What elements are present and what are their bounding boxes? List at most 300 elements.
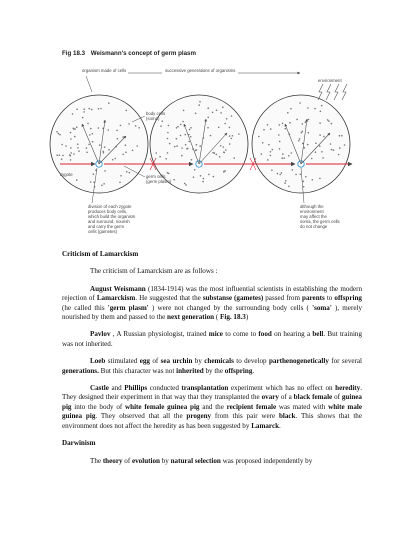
text-run: egg bbox=[139, 357, 150, 366]
text-run: next generation bbox=[167, 313, 215, 322]
body-cell-dot bbox=[180, 135, 182, 137]
text-run: 'germ plasm' bbox=[107, 303, 149, 312]
text-run: substanse (gametes) bbox=[202, 294, 264, 303]
body-cell-dot bbox=[176, 127, 178, 129]
body-cell-dot bbox=[263, 129, 265, 131]
body-cell-dot bbox=[62, 155, 64, 157]
organism-circle-1 bbox=[50, 95, 148, 193]
body-cell-dot bbox=[277, 173, 279, 175]
body-cell-dot bbox=[87, 123, 89, 125]
text-run: Lamarckism bbox=[96, 294, 136, 303]
body-cell-dot bbox=[305, 176, 307, 178]
body-cell-dot bbox=[308, 132, 310, 134]
body-cell-dot bbox=[338, 154, 340, 156]
body-cell-dot bbox=[222, 106, 224, 108]
text-run: parents bbox=[302, 294, 325, 303]
body-cell-dot bbox=[331, 149, 333, 151]
body-cell-dot bbox=[92, 133, 94, 135]
body-cell-dot bbox=[258, 136, 260, 138]
body-cell-dot bbox=[281, 172, 283, 174]
body-cell-dot bbox=[226, 118, 228, 120]
caption-environment: environment bbox=[318, 78, 342, 83]
text-run: for several bbox=[328, 357, 362, 366]
figure-title-text: Weismann's concept of germ plasm bbox=[90, 50, 196, 57]
text-run: of bbox=[122, 456, 132, 465]
body-cell-dot bbox=[328, 120, 330, 122]
body-cell-dot bbox=[296, 119, 298, 121]
text-run: . bbox=[252, 366, 255, 375]
text-run: ovary bbox=[261, 393, 279, 402]
body-cell-dot bbox=[185, 184, 187, 186]
text-run: . He suggested that the bbox=[135, 294, 203, 303]
body-cell-dot bbox=[302, 143, 304, 145]
body-cell-dot bbox=[303, 186, 305, 188]
body-cell-dot bbox=[189, 129, 191, 131]
text-run: 'soma' bbox=[312, 303, 332, 312]
text-run: passed from bbox=[263, 294, 303, 303]
text-run: ), merely nourished by them and passed to the bbox=[62, 303, 362, 322]
text-run: ) bbox=[245, 313, 249, 322]
body-cell-dot bbox=[207, 107, 209, 109]
body-cell-dot bbox=[225, 149, 227, 151]
body-cell-dot bbox=[167, 152, 169, 154]
body-cell-dot bbox=[212, 152, 214, 154]
body-cell-dot bbox=[135, 125, 137, 127]
text-run: from this pair were bbox=[211, 412, 279, 421]
body-cell-dot bbox=[83, 108, 85, 110]
body-cell-dot bbox=[270, 128, 272, 130]
body-cell-dot bbox=[216, 154, 218, 156]
body-cell-dot bbox=[72, 113, 74, 115]
body-cell-dot bbox=[271, 169, 273, 171]
body-cell-dot bbox=[100, 108, 102, 110]
germ-plasm-diagram bbox=[0, 0, 420, 250]
body-cell-dot bbox=[261, 153, 263, 155]
body-cell-dot bbox=[101, 185, 103, 187]
body-cell-dot bbox=[185, 134, 187, 136]
body-cell-dot bbox=[70, 152, 72, 154]
body-cell-dot bbox=[125, 144, 127, 146]
body-cell-dot bbox=[202, 181, 204, 183]
text-run: of bbox=[149, 357, 161, 366]
body-cell-dot bbox=[223, 146, 225, 148]
text-run: by bbox=[159, 456, 171, 465]
body-cell-dot bbox=[120, 125, 122, 127]
body-cell-dot bbox=[98, 108, 100, 110]
body-cell-dot bbox=[125, 152, 127, 154]
body-cell-dot bbox=[103, 183, 105, 185]
body-cell-dot bbox=[102, 151, 104, 153]
body-cell-dot bbox=[181, 155, 183, 157]
body-cell-dot bbox=[184, 183, 186, 185]
body-cell-dot bbox=[267, 124, 269, 126]
body-cell-dot bbox=[76, 126, 78, 128]
body-cell-dot bbox=[185, 144, 187, 146]
text-run: . bbox=[279, 421, 281, 430]
paragraph-castle bbox=[62, 384, 362, 431]
paragraph-loeb bbox=[62, 357, 362, 376]
text-run: was proposed independently by bbox=[220, 456, 313, 465]
body-cell-dot bbox=[285, 128, 287, 130]
svg-text:do not change: do not change bbox=[300, 224, 328, 229]
svg-text:which build the organism: which build the organism bbox=[88, 214, 136, 219]
body-cell-dot bbox=[126, 110, 128, 112]
body-cell-dot bbox=[229, 135, 231, 137]
body-cell-dot bbox=[224, 123, 226, 125]
text-run: food bbox=[258, 330, 272, 339]
text-run: bell bbox=[312, 330, 324, 339]
body-cell-dot bbox=[270, 155, 272, 157]
text-run: . This shows that the environment does not affect the heredity as has been suggested by bbox=[62, 412, 362, 430]
body-cell-dot bbox=[70, 138, 72, 140]
body-cell-dot bbox=[195, 113, 197, 115]
text-run: white female guinea pig bbox=[125, 402, 200, 411]
body-cell-dot bbox=[70, 155, 72, 157]
text-run: natural selection bbox=[170, 456, 221, 465]
body-cell-dot bbox=[193, 176, 195, 178]
body-cell-dot bbox=[119, 182, 121, 184]
body-cell-dot bbox=[173, 179, 175, 181]
text-run: of a bbox=[278, 393, 294, 402]
body-cell-dot bbox=[88, 108, 90, 110]
caption-generations: successive generations of organisms bbox=[165, 68, 236, 73]
body-cell-dot bbox=[59, 134, 61, 136]
text-run: , A Russian physiologist, trained bbox=[110, 330, 209, 339]
body-cell-dot bbox=[232, 135, 234, 137]
svg-text:and surround, nourish: and surround, nourish bbox=[88, 219, 130, 224]
text-run: conducted bbox=[147, 384, 182, 393]
body-text bbox=[62, 250, 362, 466]
text-run: ( bbox=[214, 313, 221, 322]
caption-germ-plasm: (germ plasm) bbox=[146, 179, 172, 184]
body-cell-dot bbox=[311, 158, 313, 160]
body-cell-dot bbox=[223, 171, 225, 173]
body-cell-dot bbox=[138, 127, 140, 129]
text-run: and the bbox=[199, 402, 227, 411]
body-cell-dot bbox=[183, 110, 185, 112]
body-cell-dot bbox=[167, 132, 169, 134]
body-cell-dot bbox=[120, 175, 122, 177]
text-run: to come to bbox=[222, 330, 259, 339]
text-run: . But training was not inherited. bbox=[62, 330, 363, 348]
body-cell-dot bbox=[99, 144, 101, 146]
body-cell-dot bbox=[302, 123, 304, 125]
text-run: theory bbox=[102, 456, 123, 465]
body-cell-dot bbox=[117, 138, 119, 140]
body-cell-dot bbox=[279, 148, 281, 150]
text-run: Fig. 18.3 bbox=[220, 313, 246, 322]
body-cell-dot bbox=[319, 145, 321, 147]
body-cell-dot bbox=[322, 157, 324, 159]
body-cell-dot bbox=[272, 149, 274, 151]
body-cell-dot bbox=[177, 126, 179, 128]
body-cell-dot bbox=[165, 158, 167, 160]
body-cell-dot bbox=[303, 181, 305, 183]
body-cell-dot bbox=[108, 149, 110, 151]
body-cell-dot bbox=[339, 135, 341, 137]
body-cell-dot bbox=[331, 123, 333, 125]
text-run: and bbox=[108, 384, 125, 393]
body-cell-dot bbox=[155, 152, 157, 154]
text-run: experiment which has no effect on bbox=[228, 384, 336, 393]
svg-text:may affect the: may affect the bbox=[300, 214, 327, 219]
svg-text:cells (gametes): cells (gametes) bbox=[88, 229, 118, 234]
text-run: generations. bbox=[62, 366, 99, 375]
body-cell-dot bbox=[207, 117, 209, 119]
body-cell-dot bbox=[182, 121, 184, 123]
text-run: was mated with bbox=[276, 402, 329, 411]
body-cell-dot bbox=[190, 136, 192, 138]
body-cell-dot bbox=[162, 120, 164, 122]
body-cell-dot bbox=[89, 134, 91, 136]
text-run: Pavlov bbox=[90, 330, 111, 339]
organism-circle-3 bbox=[252, 95, 350, 193]
body-cell-dot bbox=[213, 176, 215, 178]
body-cell-dot bbox=[70, 132, 72, 134]
body-cell-dot bbox=[73, 153, 75, 155]
body-cell-dot bbox=[59, 154, 61, 156]
body-cell-dot bbox=[323, 136, 325, 138]
body-cell-dot bbox=[231, 115, 233, 117]
body-cell-dot bbox=[288, 155, 290, 157]
body-cell-dot bbox=[305, 121, 307, 123]
body-cell-dot bbox=[83, 111, 85, 113]
body-cell-dot bbox=[200, 175, 202, 177]
body-cell-dot bbox=[104, 170, 106, 172]
text-run: progeny bbox=[186, 412, 212, 421]
text-run: into the body of bbox=[71, 402, 126, 411]
body-cell-dot bbox=[186, 148, 188, 150]
body-cell-dot bbox=[223, 151, 225, 153]
svg-text:produces body cells,: produces body cells, bbox=[88, 209, 128, 214]
body-cell-dot bbox=[180, 124, 182, 126]
body-cell-dot bbox=[90, 128, 92, 130]
caption-germ-cells: germ cells bbox=[146, 174, 166, 179]
body-cell-dot bbox=[233, 157, 235, 159]
text-run: ) were not changed by the surrounding body cells ( bbox=[148, 303, 313, 312]
body-cell-dot bbox=[56, 131, 58, 133]
body-cell-dot bbox=[174, 146, 176, 148]
svg-text:soma, the germ cells: soma, the germ cells bbox=[300, 219, 340, 224]
body-cell-dot bbox=[82, 117, 84, 119]
text-run: But this character was not bbox=[98, 366, 177, 375]
body-cell-dot bbox=[289, 122, 291, 124]
paragraph-weismann bbox=[62, 285, 362, 323]
body-cell-dot bbox=[267, 159, 269, 161]
body-cell-dot bbox=[319, 178, 321, 180]
body-cell-dot bbox=[98, 127, 100, 129]
body-cell-dot bbox=[195, 150, 197, 152]
paragraph-darwin bbox=[62, 457, 362, 466]
body-cell-dot bbox=[262, 142, 264, 144]
text-run: August Weismann bbox=[90, 284, 146, 293]
text-run: The bbox=[90, 456, 103, 465]
body-cell-dot bbox=[298, 140, 300, 142]
body-cell-dot bbox=[136, 145, 138, 147]
text-run: (he called this bbox=[62, 303, 108, 312]
text-run: guinea pig bbox=[62, 393, 362, 411]
body-cell-dot bbox=[176, 138, 178, 140]
body-cell-dot bbox=[278, 134, 280, 136]
svg-text:division of each zygote: division of each zygote bbox=[88, 204, 132, 209]
body-cell-dot bbox=[304, 147, 306, 149]
body-cell-dot bbox=[167, 138, 169, 140]
body-cell-dot bbox=[216, 110, 218, 112]
text-run: mice bbox=[208, 330, 223, 339]
body-cell-dot bbox=[339, 147, 341, 149]
body-cell-dot bbox=[279, 174, 281, 176]
body-cell-dot bbox=[312, 179, 314, 181]
body-cell-dot bbox=[168, 125, 170, 127]
body-cell-dot bbox=[321, 151, 323, 153]
body-cell-dot bbox=[327, 119, 329, 121]
body-cell-dot bbox=[288, 186, 290, 188]
body-cell-dot bbox=[302, 131, 304, 133]
body-cell-dot bbox=[218, 127, 220, 129]
body-cell-dot bbox=[169, 143, 171, 145]
body-cell-dot bbox=[61, 144, 63, 146]
body-cell-dot bbox=[231, 138, 233, 140]
paragraph-intro: The criticism of Lamarckism are as follows : bbox=[90, 267, 218, 276]
body-cell-dot bbox=[199, 101, 201, 103]
text-run: offspring bbox=[224, 366, 253, 375]
body-cell-dot bbox=[207, 127, 209, 129]
body-cell-dot bbox=[321, 105, 323, 107]
body-cell-dot bbox=[176, 145, 178, 147]
body-cell-dot bbox=[308, 119, 310, 121]
body-cell-dot bbox=[238, 133, 240, 135]
body-cell-dot bbox=[90, 181, 92, 183]
body-cell-dot bbox=[279, 124, 281, 126]
text-run: Loeb bbox=[90, 357, 106, 366]
body-cell-dot bbox=[212, 112, 214, 114]
text-run: to bbox=[324, 294, 335, 303]
body-cell-dot bbox=[70, 147, 72, 149]
body-cell-dot bbox=[330, 143, 332, 145]
text-run: (1834-1914) was the most influential scientists in establishing the modern rejection of bbox=[62, 284, 362, 303]
figure-label: Fig 18.3 bbox=[62, 50, 86, 57]
environment-icon bbox=[318, 84, 347, 100]
svg-text:environment: environment bbox=[300, 209, 324, 214]
text-run: parthenogenetically bbox=[268, 357, 329, 366]
text-run: inherited bbox=[176, 366, 204, 375]
text-run: offspring bbox=[334, 294, 362, 303]
caption-although bbox=[300, 204, 340, 229]
body-cell-dot bbox=[281, 157, 283, 159]
body-cell-dot bbox=[291, 152, 293, 154]
text-run: to develop bbox=[233, 357, 269, 366]
body-cell-dot bbox=[78, 150, 80, 152]
body-cell-dot bbox=[344, 144, 346, 146]
body-cell-dot bbox=[126, 171, 128, 173]
body-cell-dot bbox=[219, 156, 221, 158]
body-cell-dot bbox=[129, 172, 131, 174]
text-run: of bbox=[332, 393, 342, 402]
body-cell-dot bbox=[285, 180, 287, 182]
text-run: black bbox=[278, 412, 296, 421]
body-cell-dot bbox=[112, 159, 114, 161]
body-cell-dot bbox=[292, 169, 294, 171]
body-cell-dot bbox=[76, 179, 78, 181]
body-cell-dot bbox=[198, 104, 200, 106]
organism-pointer bbox=[86, 76, 92, 92]
body-cell-dot bbox=[122, 154, 124, 156]
body-cell-dot bbox=[268, 144, 270, 146]
body-cell-dot bbox=[73, 128, 75, 130]
text-run: Lamarck bbox=[251, 421, 280, 430]
body-cell-dot bbox=[282, 123, 284, 125]
body-cell-dot bbox=[319, 134, 321, 136]
body-cell-dot bbox=[282, 153, 284, 155]
text-run: white male guinea pig bbox=[62, 402, 362, 421]
body-cell-dot bbox=[92, 141, 94, 143]
body-cell-dot bbox=[88, 144, 90, 146]
body-cell-dot bbox=[279, 141, 281, 143]
body-cell-dot bbox=[159, 156, 161, 158]
text-run: black female bbox=[293, 393, 333, 402]
text-run: transplantation bbox=[181, 384, 229, 393]
body-cell-dot bbox=[104, 146, 106, 148]
body-cell-dot bbox=[315, 142, 317, 144]
text-run: . They observed that all the bbox=[95, 412, 187, 421]
body-cell-dot bbox=[220, 145, 222, 147]
body-cell-dot bbox=[188, 141, 190, 143]
text-run: by the bbox=[203, 366, 225, 375]
body-cell-dot bbox=[320, 111, 322, 113]
body-cell-dot bbox=[70, 159, 72, 161]
heading-darwinism: Darwinism bbox=[62, 439, 96, 448]
body-cell-dot bbox=[307, 144, 309, 146]
body-cell-dot bbox=[103, 152, 105, 154]
body-cell-dot bbox=[295, 174, 297, 176]
text-run: evolution bbox=[131, 456, 160, 465]
body-cell-dot bbox=[333, 149, 335, 151]
body-cell-dot bbox=[299, 102, 301, 104]
body-cell-dot bbox=[116, 130, 118, 132]
text-run: recipient female bbox=[226, 402, 277, 411]
body-cell-dot bbox=[181, 147, 183, 149]
body-cell-dot bbox=[307, 107, 309, 109]
body-cell-dot bbox=[77, 147, 79, 149]
caption-zygote: zygote bbox=[60, 172, 73, 177]
body-cell-dot bbox=[93, 173, 95, 175]
text-run: by bbox=[192, 357, 205, 366]
body-cell-dot bbox=[299, 138, 301, 140]
body-cell-dot bbox=[122, 136, 124, 138]
body-cell-dot bbox=[191, 159, 193, 161]
body-cell-dot bbox=[229, 143, 231, 145]
body-cell-dot bbox=[284, 182, 286, 184]
body-cell-dot bbox=[108, 102, 110, 104]
body-cell-dot bbox=[203, 178, 205, 180]
text-run: . They designed their experiment in that way that they transplanted the bbox=[62, 384, 362, 402]
body-cell-dot bbox=[58, 133, 60, 135]
caption-body-cells: body cells bbox=[146, 111, 166, 116]
body-cell-dot bbox=[314, 108, 316, 110]
body-cell-dot bbox=[74, 136, 76, 138]
body-cell-dot bbox=[61, 158, 63, 160]
body-cell-dot bbox=[319, 122, 321, 124]
body-cell-dot bbox=[199, 145, 201, 147]
body-cell-dot bbox=[229, 127, 231, 129]
body-cell-dot bbox=[210, 135, 212, 137]
caption-organism: organism made of cells bbox=[82, 68, 127, 73]
body-cell-dot bbox=[287, 112, 289, 114]
body-cell-dot bbox=[190, 127, 192, 129]
text-run: sea urchin bbox=[160, 357, 193, 366]
body-cell-dot bbox=[132, 150, 134, 152]
body-cell-dot bbox=[115, 158, 117, 160]
